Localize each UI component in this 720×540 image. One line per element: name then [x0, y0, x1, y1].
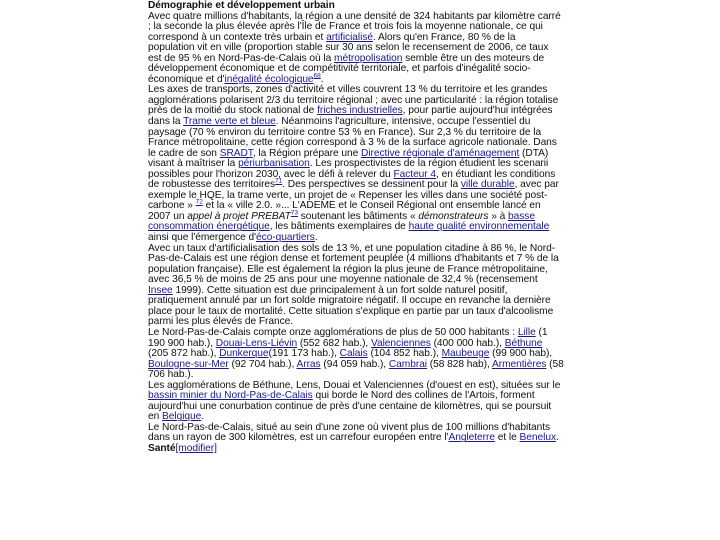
italic-text: appel à projet PREBAT — [187, 210, 291, 222]
paragraph-carrefour — [148, 423, 564, 444]
inline-link[interactable]: inégalité écologique — [224, 73, 314, 85]
text-run: (58 706 hab.). — [148, 358, 564, 381]
text-run: Les axes de transports, zones d'activité et villes couvrent 13 % du territoire et les grandes agglomérations polarisent 2/3 du territoire régional ; avec une particularité : la région totalise près de la moitié du stock national de — [148, 84, 559, 117]
text-run: » à — [488, 210, 509, 222]
inline-link[interactable]: Lille — [517, 326, 536, 338]
inline-link[interactable]: haute qualité environnementale — [408, 221, 550, 233]
text-run: et le — [494, 432, 520, 444]
text-run: (99 900 hab), — [489, 348, 553, 360]
text-run: Le Nord-Pas-de-Calais compte onze agglomérations de plus de 50 000 habitants : — [148, 326, 518, 338]
inline-link[interactable]: basse consommation énergétique — [148, 210, 535, 233]
inline-link[interactable]: Angleterre — [448, 432, 495, 444]
text-run: (DTA) visant à maîtriser la — [148, 147, 549, 170]
text-run: , en étudiant les conditions de robustesse des territoires — [148, 168, 556, 191]
text-run: (400 000 hab.), — [430, 337, 505, 349]
inline-link[interactable]: Calais — [339, 348, 368, 360]
inline-link[interactable]: éco-quartiers — [256, 232, 315, 244]
inline-link[interactable]: Benelux — [519, 432, 557, 444]
text-run: , avec par exemple le HQE, la trame verte, un projet de « Repenser les villes dans une société post-carbone » — [148, 179, 559, 212]
text-run: , la Région prépare une — [252, 147, 361, 159]
text-run: et la « ville 2.0. »... L'ADEME et le Conseil Régional ont ensemble lancé en 2007 un — [148, 200, 541, 222]
text-run: (191 173 hab.), — [268, 348, 340, 360]
inline-link[interactable]: périurbanisation — [238, 158, 310, 170]
footnote-ref-link[interactable]: 68 — [313, 72, 321, 80]
paragraph-conurbation — [148, 381, 564, 423]
inline-link[interactable]: Facteur 4 — [393, 168, 437, 180]
inline-link[interactable]: Boulogne-sur-Mer — [148, 358, 229, 370]
article-body — [148, 1, 564, 455]
text-run: , les bâtiments exemplaires de — [269, 221, 409, 233]
inline-link[interactable]: artificialisé — [326, 31, 373, 43]
inline-link[interactable]: friches industrielles — [317, 105, 403, 117]
text-run: 1999). Cette situation est due principalement à un fort solde naturel positif, pratiquement annulé par un fort solde migratoire négatif. Il occupe en revanche la dernière place pour le taux de mortalité. Cette situation s'explique en partie par un taux d'alcoolisme parmi les plus élevés de France. — [148, 284, 554, 328]
italic-text: démonstrateurs — [418, 210, 489, 222]
footnote-ref — [196, 199, 203, 206]
section-heading-sante — [148, 444, 564, 455]
inline-link[interactable]: Armentières — [491, 358, 547, 370]
inline-link[interactable]: Insee — [148, 284, 173, 296]
text-run: soutenant les bâtiments « — [297, 210, 419, 222]
inline-link[interactable]: bassin minier du Nord-Pas-de-Calais — [148, 390, 313, 402]
inline-link[interactable]: Trame verte et bleue — [183, 116, 276, 128]
text-run: . Les prospectivistes de la région étudient les scenarii possibles pour l'horizon 2030, avec le défi à relever du — [148, 158, 549, 180]
inline-link[interactable]: SRADT — [219, 147, 253, 159]
inline-link[interactable]: métropolisation — [334, 52, 403, 64]
text-run: . — [314, 232, 318, 244]
footnote-ref-link[interactable]: 72 — [195, 199, 203, 206]
footnote-ref-link[interactable]: 73 — [290, 209, 298, 217]
edit-section-link[interactable]: [modifier] — [175, 442, 217, 454]
text-run: . Néanmoins l'agriculture, intensive, occupe l'essentiel du paysage (70 % environ du territoire contre 53 % en France). Sur 2,3 % du territoire de la France métropolitaine, cette région correspond à 3 % de la surface agricole nationale. Dans le cadre de son — [148, 116, 557, 159]
text-run: Avec un taux d'artificialisation des sols de 13 %, et une population citadine à 86 %, le Nord-Pas-de-Calais est une région dense et fortement peuplée (4 millions d'habitants et 7 % de la population française). Elle est également la région la plus jeune de France métropolitaine, avec 36,5 % de moins de 25 ans pour une moyenne nationale de 32,4 % (recensement — [148, 242, 559, 286]
text-run: (58 828 hab), — [427, 358, 492, 370]
inline-link[interactable]: ville durable — [460, 179, 515, 191]
section-title-sante: Santé — [148, 442, 176, 454]
text-run: . Alors qu'en France, 80 % de la population vit en ville (proportion stable sur 30 ans selon le recensement de 2006, ce taux est de 95 % en Nord-Pas-de-Calais où la — [148, 31, 549, 64]
footnote-ref — [314, 72, 321, 79]
inline-link[interactable]: Béthune — [504, 337, 543, 349]
text-run: ainsi que l'émergence d' — [148, 232, 257, 244]
text-run: . — [320, 73, 324, 85]
footnote-ref — [291, 210, 298, 217]
text-run: (92 704 hab.), — [228, 358, 297, 370]
paragraph-density — [148, 12, 564, 86]
text-run: (94 059 hab.), — [320, 358, 389, 370]
paragraph-agglomerations — [148, 328, 564, 381]
footnote-ref-link[interactable]: 71 — [275, 177, 283, 185]
inline-link[interactable]: Arras — [296, 358, 321, 370]
inline-link[interactable]: Dunkerque — [219, 348, 269, 360]
inline-link[interactable]: Directive régionale d'aménagement — [360, 147, 520, 159]
section-heading: Démographie et développement urbain — [148, 0, 335, 11]
text-run: (1 190 900 hab.), — [148, 326, 548, 349]
inline-link[interactable]: Douai-Lens-Liévin — [215, 337, 298, 349]
text-run: Les agglomérations de Béthune, Lens, Douai et Valenciennes (d'ouest en est), situées sur le — [148, 379, 561, 391]
text-run: . Des perspectives se dessinent pour la — [282, 179, 461, 191]
inline-link[interactable]: Valenciennes — [370, 337, 431, 349]
text-run: Avec quatre millions d'habitants, la région a une densité de 324 habitants par kilomètre carré ; la seconde la plus élevée après l'Île de France et trois fois la moyenne nationale, ce qui correspond à un contexte très urbain et — [148, 10, 561, 43]
text-run: Le Nord-Pas-de-Calais, situé au sein d'une zone où vivent plus de 100 millions d'habitants dans un rayon de 300 kilomètres, est un carrefour européen entre l' — [148, 421, 551, 444]
inline-link[interactable]: Maubeuge — [441, 348, 490, 360]
inline-link[interactable]: Cambrai — [388, 358, 428, 370]
paragraph-artificialisation — [148, 244, 564, 328]
inline-link[interactable]: Belgique — [162, 411, 202, 423]
text-run: . — [556, 432, 559, 444]
text-run: , pour partie aujourd'hui intégrées dans la — [148, 105, 553, 128]
text-run: (552 682 hab.), — [297, 337, 371, 349]
paragraph-transport — [148, 85, 564, 243]
text-run: (104 852 hab.), — [367, 348, 442, 360]
text-run: qui borde le Nord des collines de l'Artois, forment aujourd'hui une conurbation continue de près d'une centaine de kilomètres, qui se poursuit en — [148, 390, 552, 423]
text-run: semble être un des moteurs de développement économique et de compétitivité territoriale, et parfois d'inégalité socio-économique et d' — [148, 52, 545, 85]
text-run: (205 872 hab.), — [148, 348, 220, 360]
text-run: . — [201, 411, 205, 423]
